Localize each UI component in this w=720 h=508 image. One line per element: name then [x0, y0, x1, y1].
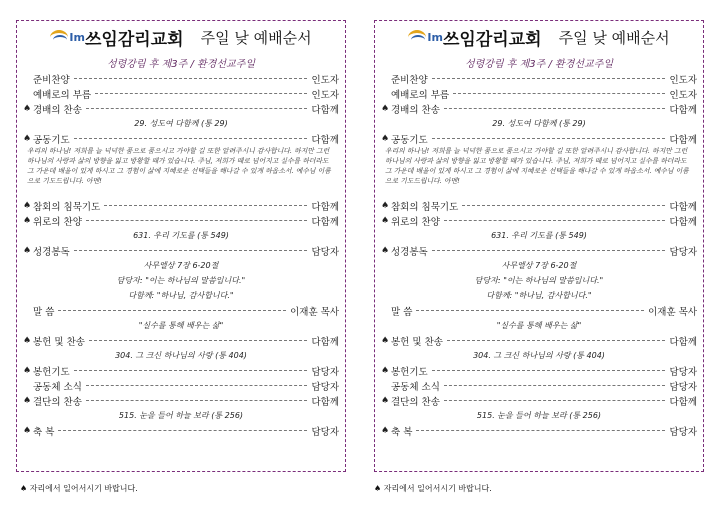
order-item-label: 준비찬양: [33, 74, 70, 86]
standing-spade-icon: ♠: [381, 365, 390, 376]
standing-spade-icon: ♠: [23, 425, 32, 436]
order-row: [381, 333, 697, 348]
dashed-leader: [104, 205, 307, 206]
standing-spade-icon: ♠: [381, 215, 390, 226]
order-item-responsible: 인도자: [311, 74, 339, 86]
order-row: [381, 393, 697, 408]
standing-spade-icon: ♠: [381, 335, 390, 346]
dashed-leader: [444, 385, 666, 386]
dashed-leader: [74, 250, 308, 251]
order-item-label: 예배로의 부름: [33, 89, 92, 101]
order-item-responsible: 담당자: [669, 246, 697, 258]
order-item-responsible: 담당자: [311, 366, 339, 378]
hymn-or-note: 담당자: "이는 하나님의 말씀입니다.": [116, 276, 246, 285]
hymn-or-note: 담당자: "이는 하나님의 말씀입니다.": [474, 276, 604, 285]
order-item-responsible: 다함께: [669, 201, 697, 213]
standing-note: ♠ 자리에서 일어서시기 바랍니다.: [20, 484, 138, 493]
church-name: 쓰임감리교회: [84, 30, 184, 50]
dashed-leader: [416, 310, 644, 311]
dashed-leader: [444, 108, 666, 109]
prayer-text: 우리의 하나님! 저희를 늘 넉넉한 품으로 품으시고 가야할 길 또한 알려주시니 감사합니다. 하지만 그런 하나님의 사랑과 삶의 방향을 잃고 방황할 때가 있습니다. 주님, 저희가 때로 넘어지고 실수를 하더라도 그 가운데 배울이 있게 하시고 그 경험이 삶에 지혜로운 선택들을 해나갈 수 있게 하옵소서. 예수님 이름으로 기도드립니다. 아멘!: [385, 147, 689, 185]
order-item-label: 경배의 찬송: [33, 104, 82, 116]
hymn-or-note: 다함께: "하나님, 감사합니다.": [128, 291, 234, 300]
hymn-or-note: 304. 그 크신 하나님의 사랑 (통 404): [473, 351, 605, 360]
dashed-leader: [74, 138, 308, 139]
dashed-leader: [432, 138, 666, 139]
dashed-leader: [416, 430, 665, 431]
order-row: [23, 378, 339, 393]
order-item-responsible: 인도자: [311, 89, 339, 101]
dashed-leader: [58, 310, 286, 311]
order-item-responsible: 인도자: [669, 89, 697, 101]
order-item-responsible: 다함께: [669, 396, 697, 408]
order-item-label: 공동체 소식: [33, 381, 82, 393]
order-item-responsible: 다함께: [669, 134, 697, 146]
logo-prefix: Im: [69, 31, 85, 44]
order-item-label: 말 씀: [33, 306, 55, 318]
service-title: 주일 낮 예배순서: [558, 29, 670, 47]
dashed-leader: [74, 78, 308, 79]
standing-spade-icon: ♠: [23, 215, 32, 226]
standing-spade-icon: ♠: [381, 425, 390, 436]
order-item-label: 공동체 소식: [391, 381, 440, 393]
order-row: [23, 303, 339, 318]
bulletin-panel-left: [16, 20, 346, 472]
dashed-leader: [444, 220, 666, 221]
header: [17, 25, 345, 55]
dashed-leader: [432, 250, 666, 251]
order-item-label: 결단의 찬송: [391, 396, 440, 408]
order-item-label: 준비찬양: [391, 74, 428, 86]
logo-prefix: Im: [427, 31, 443, 44]
hymn-or-note: 304. 그 크신 하나님의 사랑 (통 404): [115, 351, 247, 360]
order-item-responsible: 다함께: [669, 336, 697, 348]
order-item-responsible: 다함께: [311, 134, 339, 146]
order-item-label: 참회의 침묵기도: [391, 201, 459, 213]
standing-spade-icon: ♠: [381, 133, 390, 144]
order-item-responsible: 다함께: [311, 201, 339, 213]
dashed-leader: [86, 220, 308, 221]
dashed-leader: [462, 205, 665, 206]
order-row: [23, 333, 339, 348]
hymn-or-note: "실수를 통해 배우는 삶": [138, 321, 224, 330]
hymn-or-note: "실수를 통해 배우는 삶": [496, 321, 582, 330]
standing-spade-icon: ♠: [381, 245, 390, 256]
order-item-label: 예배로의 부름: [391, 89, 450, 101]
order-row: [23, 198, 339, 213]
order-item-responsible: 인도자: [669, 74, 697, 86]
order-item-label: 경배의 찬송: [391, 104, 440, 116]
order-row: [381, 71, 697, 86]
service-title: 주일 낮 예배순서: [200, 29, 312, 47]
standing-note: ♠ 자리에서 일어서시기 바랍니다.: [374, 484, 492, 493]
order-row: [381, 213, 697, 228]
order-row: [23, 101, 339, 116]
standing-spade-icon: ♠: [23, 245, 32, 256]
order-item-label: 말 씀: [391, 306, 413, 318]
order-row: [381, 363, 697, 378]
hymn-or-note: 631. 우리 기도를 (통 549): [133, 231, 229, 240]
hymn-or-note: 515. 눈을 들어 하늘 보라 (통 256): [118, 411, 244, 420]
order-item-label: 결단의 찬송: [33, 396, 82, 408]
order-item-label: 공동기도: [391, 134, 428, 146]
order-item-label: 봉헌기도: [33, 366, 70, 378]
subtitle: 성령강림 후 제3주 / 환경선교주일: [464, 59, 614, 70]
dashed-leader: [89, 340, 308, 341]
dashed-leader: [453, 93, 665, 94]
hymn-or-note: 다함께: "하나님, 감사합니다.": [486, 291, 592, 300]
order-row: [23, 363, 339, 378]
standing-spade-icon: ♠: [381, 395, 390, 406]
order-row: [381, 303, 697, 318]
order-item-responsible: 담당자: [311, 246, 339, 258]
prayer-text: 우리의 하나님! 저희를 늘 넉넉한 품으로 품으시고 가야할 길 또한 알려주시니 감사합니다. 하지만 그런 하나님의 사랑과 삶의 방향을 잃고 방황할 때가 있습니다. 주님, 저희가 때로 넘어지고 실수를 하더라도 그 가운데 배울이 있게 하시고 그 경험이 삶에 지혜로운 선택들을 해나갈 수 있게 하옵소서. 예수님 이름으로 기도드립니다. 아멘!: [27, 147, 331, 185]
standing-spade-icon: ♠: [381, 200, 390, 211]
order-item-responsible: 다함께: [311, 336, 339, 348]
standing-spade-icon: ♠: [381, 103, 390, 114]
order-item-responsible: 다함께: [311, 216, 339, 228]
order-item-responsible: 담당자: [311, 426, 339, 438]
dashed-leader: [86, 385, 308, 386]
dashed-leader: [95, 93, 307, 94]
dashed-leader: [447, 340, 666, 341]
order-row: [381, 198, 697, 213]
order-item-label: 축 복: [391, 426, 413, 438]
order-list: [23, 71, 339, 438]
order-row: [23, 71, 339, 86]
order-row: [23, 131, 339, 146]
order-row: [381, 86, 697, 101]
order-row: [381, 243, 697, 258]
order-item-label: 참회의 침묵기도: [33, 201, 101, 213]
order-item-responsible: 담당자: [669, 381, 697, 393]
order-row: [381, 101, 697, 116]
order-row: [23, 423, 339, 438]
order-item-responsible: 다함께: [311, 396, 339, 408]
hymn-or-note: 631. 우리 기도를 (통 549): [491, 231, 587, 240]
order-row: [23, 243, 339, 258]
order-item-responsible: 다함께: [669, 216, 697, 228]
dashed-leader: [432, 78, 666, 79]
standing-spade-icon: ♠: [23, 365, 32, 376]
subtitle: 성령강림 후 제3주 / 환경선교주일: [106, 59, 256, 70]
church-name: 쓰임감리교회: [442, 30, 542, 50]
order-row: [381, 378, 697, 393]
order-item-label: 공동기도: [33, 134, 70, 146]
order-row: [23, 213, 339, 228]
order-item-responsible: 담당자: [669, 366, 697, 378]
hymn-or-note: 사무엘상 7장 6-20절: [501, 261, 577, 270]
order-item-label: 성경봉독: [391, 246, 428, 258]
dashed-leader: [444, 400, 666, 401]
order-item-label: 축 복: [33, 426, 55, 438]
order-row: [381, 423, 697, 438]
logo-swoosh-icon: [408, 30, 426, 45]
hymn-or-note: 29. 성도여 다함께 (통 29): [134, 119, 228, 128]
hymn-or-note: 29. 성도여 다함께 (통 29): [492, 119, 586, 128]
standing-spade-icon: ♠: [23, 335, 32, 346]
dashed-leader: [86, 400, 308, 401]
order-item-label: 성경봉독: [33, 246, 70, 258]
order-item-responsible: 다함께: [669, 104, 697, 116]
logo-swoosh-icon: [50, 30, 68, 45]
header: [375, 25, 703, 55]
dashed-leader: [86, 108, 308, 109]
order-item-responsible: 이재훈 목사: [648, 306, 697, 318]
standing-spade-icon: ♠: [23, 133, 32, 144]
order-item-label: 위로의 찬양: [33, 216, 82, 228]
dashed-leader: [58, 430, 307, 431]
standing-spade-icon: ♠: [23, 395, 32, 406]
order-item-responsible: 담당자: [311, 381, 339, 393]
order-row: [23, 393, 339, 408]
hymn-or-note: 515. 눈을 들어 하늘 보라 (통 256): [476, 411, 602, 420]
order-item-responsible: 이재훈 목사: [290, 306, 339, 318]
standing-spade-icon: ♠: [23, 200, 32, 211]
bulletin-panel-right: [374, 20, 704, 472]
church-logo: [50, 25, 183, 50]
order-item-label: 봉헌기도: [391, 366, 428, 378]
order-row: [381, 131, 697, 146]
order-item-responsible: 담당자: [669, 426, 697, 438]
dashed-leader: [74, 370, 308, 371]
order-list: [381, 71, 697, 438]
order-item-label: 봉헌 및 찬송: [391, 336, 443, 348]
order-row: [23, 86, 339, 101]
order-item-label: 봉헌 및 찬송: [33, 336, 85, 348]
church-logo: [408, 25, 541, 50]
dashed-leader: [432, 370, 666, 371]
hymn-or-note: 사무엘상 7장 6-20절: [143, 261, 219, 270]
standing-spade-icon: ♠: [23, 103, 32, 114]
order-item-responsible: 다함께: [311, 104, 339, 116]
order-item-label: 위로의 찬양: [391, 216, 440, 228]
